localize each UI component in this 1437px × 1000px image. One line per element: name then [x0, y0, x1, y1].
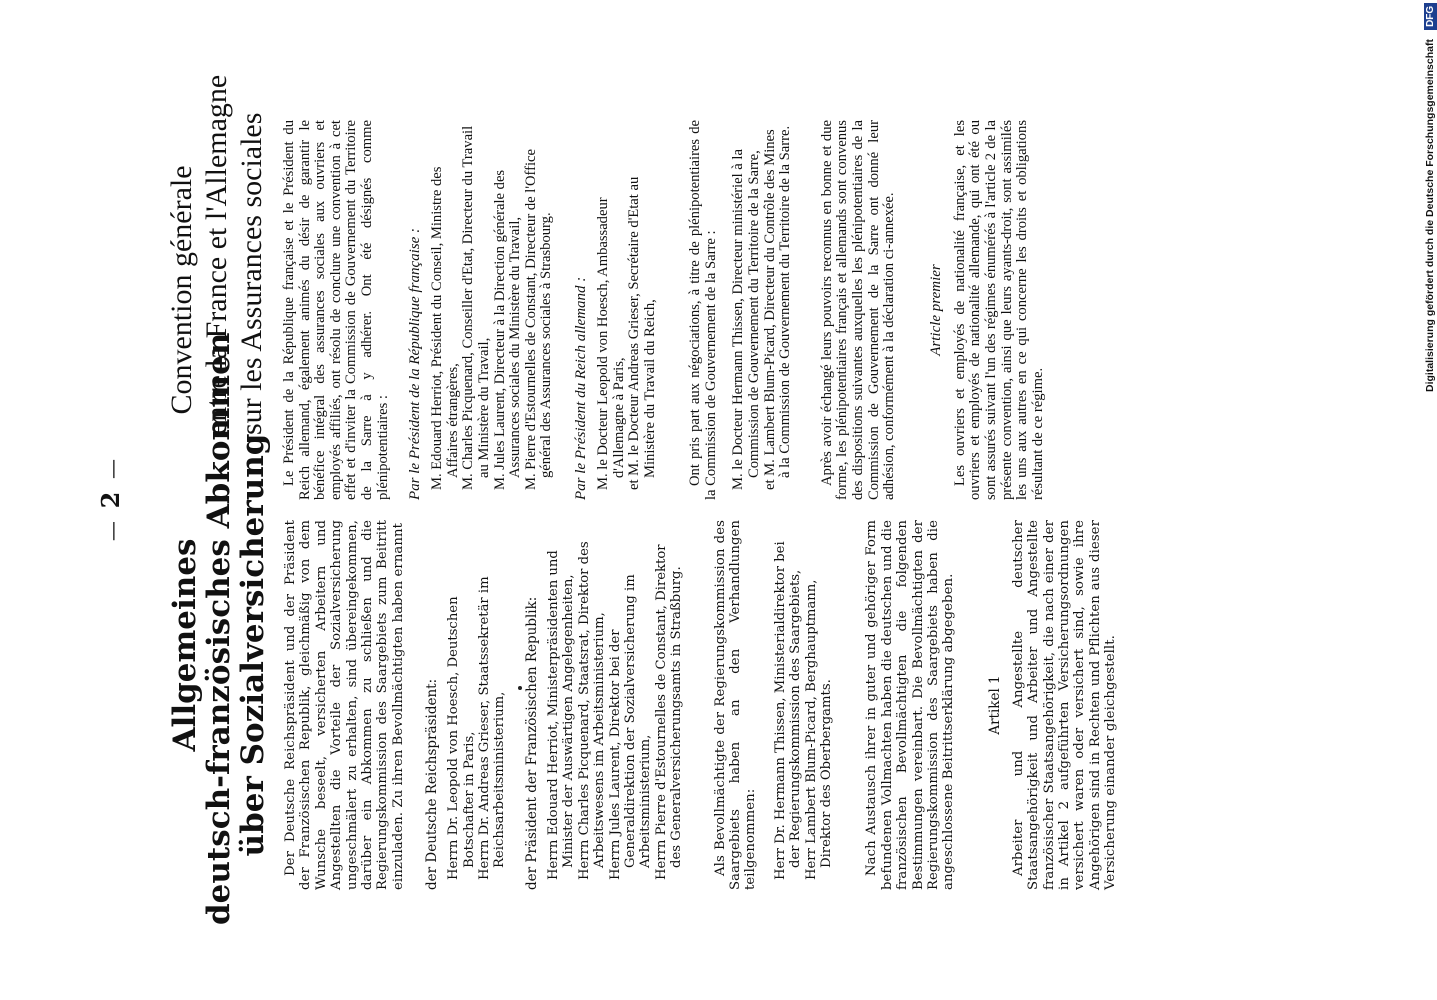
french-heading-reich: Par le Président du Reich allemand :: [572, 276, 589, 500]
german-title-line-2: deutsch-französisches Abkommen: [201, 332, 237, 925]
dfg-logo: DFG: [1424, 3, 1437, 30]
german-saar-entry: Herr Dr. Hermann Thissen, Ministerialdirektor bei der Regierungskommission des Saargebiets,: [772, 541, 804, 880]
german-republik-entry: Herrn Jules Laurent, Direktor bei der Generaldirektion der Sozialversicherung im Arbeitsministerium,: [607, 574, 654, 880]
funding-credit-text: Digitalisierung gefördert durch die Deutsche Forschungsgemeinschaft: [1424, 39, 1436, 392]
german-reich-entry: Herrn Dr. Andreas Grieser, Staatssekretär im Reichsarbeitsministerium,: [477, 576, 508, 880]
french-saar-entry: M. le Docteur Hermann Thissen, Directeur ministériel à la Commission de Gouvernement du Territoire de la Sarre,: [730, 149, 763, 490]
german-republik-entry: Herrn Charles Picquenard, Staatsrat, Direktor des Arbeitswesens im Arbeitsministerium,: [576, 541, 608, 880]
french-reich-entry: M. le Docteur Leopold von Hoesch, Ambassadeur d'Allemagne à Paris,: [594, 197, 627, 490]
french-title-line-1: Convention générale: [165, 165, 198, 415]
french-saar-entry: et M. Lambert Blum-Picard, Directeur du Contrôle des Mines à la Commission de Gouvernement du Territoire de la Sarre.: [761, 125, 794, 490]
french-reich-entry: et M. le Docteur Andreas Grieser, Secrétaire d'Etat au Ministère du Travail du Reich,: [626, 176, 658, 490]
german-article-text: Arbeiter und Angestellte deutscher Staatsangehörigkeit und Arbeiter und Angestellte französischer Staatsangehörigkeit, die nach einer der in Artikel 2 aufgeführten Versicherungsordnungen versichert waren oder versichert sind, sowie ihre Angehörigen sind in Rechten und Pflichten aus dieser Versicherung einander gleichgestellt.: [1010, 520, 1119, 890]
german-saar-entry: Herr Lambert Blum-Picard, Berghauptmann, Direktor des Oberbergamts.: [803, 579, 834, 880]
page-number-block: — 2 —: [96, 458, 125, 542]
german-article-heading: Artikel 1: [986, 675, 1003, 735]
french-article-text: Les ouvriers et employés de nationalité française, et les ouvriers et employés de nationalité allemande, qui ont été ou sont assurés suivant l'un des régimes énumérés à l'article 2 de la présente convention, ainsi que leurs ayants-droit, sont assimilés les uns aux autres en ce qui concerne les droits et obligations résultant de ce régime.: [951, 120, 1046, 500]
french-article-heading: Article premier: [927, 264, 944, 356]
french-column: [282, 120, 1046, 500]
print-speck: [518, 686, 522, 690]
german-republik-entry: Herrn Edouard Herriot, Ministerpräsidenten und Minister der Auswärtigen Angelegenheiten,: [545, 550, 577, 880]
german-exchange: Nach Austausch ihrer in guter und gehöriger Form befundenen Vollmachten haben die deutschen und die französischen Bevollmächtigten die folgenden Bestimmungen vereinbart. Die Bevollmächtigten der Regierungskommission des Saargebiets haben die angeschlossene Beitrittserklärung abgegeben.: [864, 520, 957, 890]
page-number: 2: [96, 491, 125, 509]
french-republique-entry: M. Jules Laurent, Directeur à la Direction générale des Assurances sociales du Ministère du Travail,: [491, 169, 524, 490]
french-saar-intro: Ont pris part aux négociations, à titre de plénipotentiaires de la Commission de Gouvernement de la Sarre :: [687, 120, 719, 500]
french-exchange: Après avoir échangé leurs pouvoirs reconnus en bonne et due forme, les plénipotentiaires français et allemands sont convenus des dispositions suivantes auxquelles les plénipotentiaires de la Commission de Gouvernement de la Sarre ont donné leur adhésion, conformément à la déclaration ci-annexée.: [818, 120, 898, 500]
german-title: [167, 332, 271, 925]
german-title-line-1: Allgemeines: [167, 538, 203, 752]
german-title-line-3: über Sozialversicherung: [235, 433, 271, 857]
french-title-line-2: entre la France et l'Allemagne: [200, 74, 233, 435]
french-republique-entry: M. Charles Picquenard, Conseiller d'Etat, Directeur du Travail au Ministère du Travail,: [460, 125, 492, 490]
french-title-line-3: sur les Assurances sociales: [235, 112, 268, 435]
german-republik-entry: Herrn Pierre d'Estournelles de Constant, Direktor des Generalversicherungsamts in Straßburg.: [653, 544, 685, 880]
french-intro: Le Président de la République française et le Président du Reich allemand, également animés du désir de garantir le bénéfice intégral des assurances sociales aux ouvriers et employés affiliés, ont résolu de conclure une convention à cet effet et d'inviter la Commission de Gouvernement du Territoire de la Sarre à y adhérer. Ont été désignés comme plénipotentiaires :: [281, 120, 391, 500]
french-title: [164, 74, 269, 435]
german-saar-intro: Als Bevollmächtigte der Regierungskommission des Saargebiets haben an den Verhandlungen teilgenommen:: [712, 520, 759, 890]
french-republique-entry: M. Edouard Herriot, Président du Conseil, Ministre des Affaires étrangères,: [429, 166, 461, 490]
french-heading-republique: Par le Président de la République française :: [407, 227, 424, 500]
german-intro: Der Deutsche Reichspräsident und der Präsident der Französischen Republik, gleichmäßig von dem Wunsche beseelt, versicherten Arbeitern und Angestellten die Vorteile der Sozialversicherung ungeschmälert zu erhalten, sind übereingekommen, darüber ein Abkommen zu schließen und die Regierungskommission des Saargebiets zum Beitritt einzuladen. Zu ihren Bevollmächtigten haben ernannt: [283, 520, 406, 890]
german-heading-republik: der Präsident der Französischen Republik:: [523, 596, 540, 890]
german-heading-reich: der Deutsche Reichspräsident:: [424, 678, 441, 890]
german-reich-entry: Herrn Dr. Leopold von Hoesch, Deutschen Botschafter in Paris,: [446, 596, 477, 880]
funding-credit: [1418, 3, 1437, 392]
french-republique-entry: M. Pierre d'Estournelles de Constant, Directeur de l'Office général des Assurances sociales à Strasbourg.: [522, 149, 555, 490]
german-column: [283, 520, 1119, 890]
